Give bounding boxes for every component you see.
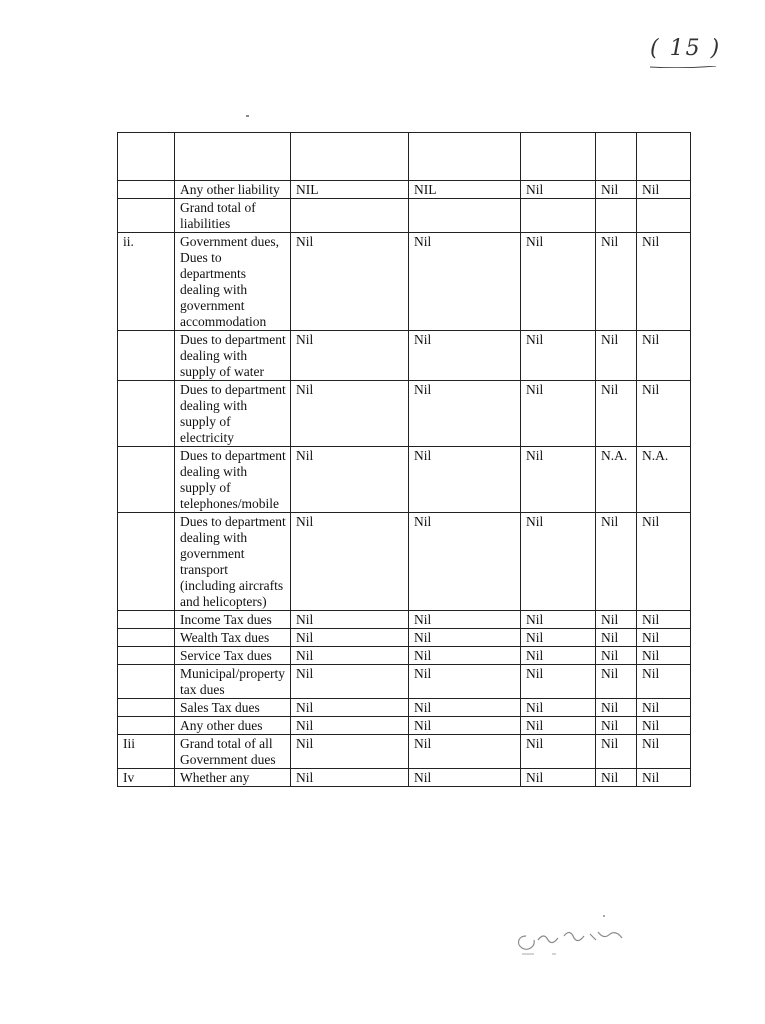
table-row bbox=[118, 181, 691, 199]
table-cell-c1: Nil bbox=[291, 611, 409, 629]
table-row bbox=[118, 447, 691, 513]
table-cell-c4: Nil bbox=[596, 735, 637, 769]
table-cell-c4: Nil bbox=[596, 331, 637, 381]
table-cell-c3: Nil bbox=[521, 647, 596, 665]
table-cell-c2: Nil bbox=[409, 647, 521, 665]
table-cell-c2: Nil bbox=[409, 699, 521, 717]
table-cell-c1 bbox=[291, 199, 409, 233]
table-cell-c5: Nil bbox=[637, 769, 691, 787]
table-cell-c3: Nil bbox=[521, 611, 596, 629]
table-cell-item: Grand total of all Government dues bbox=[175, 735, 291, 769]
table-cell-no bbox=[118, 647, 175, 665]
table-cell-item: Dues to department dealing with supply of electricity bbox=[175, 381, 291, 447]
table-cell-c1: Nil bbox=[291, 447, 409, 513]
table-cell-c1: Nil bbox=[291, 381, 409, 447]
table-cell-no: Iii bbox=[118, 735, 175, 769]
table-row bbox=[118, 665, 691, 699]
table-cell-c4: Nil bbox=[596, 699, 637, 717]
table-cell-c3: Nil bbox=[521, 447, 596, 513]
table-row bbox=[118, 629, 691, 647]
table-cell-item: Grand total of liabilities bbox=[175, 199, 291, 233]
table-cell-c5: Nil bbox=[637, 629, 691, 647]
table-cell-c3: Nil bbox=[521, 513, 596, 611]
table-cell-c2: NIL bbox=[409, 181, 521, 199]
page-number-underline bbox=[648, 66, 718, 68]
table-cell-c5 bbox=[637, 199, 691, 233]
table-cell-c2: Nil bbox=[409, 735, 521, 769]
table-cell-item: Government dues, Dues to departments dealing with government accommodation bbox=[175, 233, 291, 331]
table-cell-c4 bbox=[596, 133, 637, 181]
table-cell-no bbox=[118, 133, 175, 181]
table-cell-c3: Nil bbox=[521, 769, 596, 787]
table-cell-c4: Nil bbox=[596, 665, 637, 699]
table-cell-c3: Nil bbox=[521, 665, 596, 699]
table-cell-c5: Nil bbox=[637, 611, 691, 629]
table-cell-c5: N.A. bbox=[637, 447, 691, 513]
table-row bbox=[118, 513, 691, 611]
table-cell-c3: Nil bbox=[521, 331, 596, 381]
table-cell-no bbox=[118, 717, 175, 735]
table-cell-c1: Nil bbox=[291, 735, 409, 769]
table-row bbox=[118, 381, 691, 447]
table-cell-c4: Nil bbox=[596, 233, 637, 331]
table-cell-c1 bbox=[291, 133, 409, 181]
table-row bbox=[118, 647, 691, 665]
table-cell-c4: Nil bbox=[596, 717, 637, 735]
table-cell-no bbox=[118, 611, 175, 629]
table-cell-c4: Nil bbox=[596, 381, 637, 447]
table-cell-c3 bbox=[521, 199, 596, 233]
table-cell-c1: NIL bbox=[291, 181, 409, 199]
table-cell-item: Sales Tax dues bbox=[175, 699, 291, 717]
table-cell-c3 bbox=[521, 133, 596, 181]
table-cell-c2 bbox=[409, 199, 521, 233]
table-row bbox=[118, 699, 691, 717]
table-cell-c2: Nil bbox=[409, 717, 521, 735]
signature bbox=[512, 910, 642, 960]
table-cell-no bbox=[118, 665, 175, 699]
table-cell-c4: Nil bbox=[596, 629, 637, 647]
table-cell-c5: Nil bbox=[637, 181, 691, 199]
table-cell-c1: Nil bbox=[291, 513, 409, 611]
table-cell-c2: Nil bbox=[409, 381, 521, 447]
table-cell-item: Dues to department dealing with supply of telephones/mobile bbox=[175, 447, 291, 513]
table-row bbox=[118, 331, 691, 381]
table-cell-c5: Nil bbox=[637, 513, 691, 611]
table-cell-c1: Nil bbox=[291, 665, 409, 699]
table-row bbox=[118, 199, 691, 233]
table-cell-c3: Nil bbox=[521, 233, 596, 331]
table-cell-c3: Nil bbox=[521, 699, 596, 717]
table-cell-no bbox=[118, 699, 175, 717]
table-cell-c5: Nil bbox=[637, 735, 691, 769]
table-cell-c5 bbox=[637, 133, 691, 181]
table-cell-item: Wealth Tax dues bbox=[175, 629, 291, 647]
table-cell-c5: Nil bbox=[637, 717, 691, 735]
table-cell-c2: Nil bbox=[409, 233, 521, 331]
table-cell-no bbox=[118, 199, 175, 233]
table-cell-c3: Nil bbox=[521, 735, 596, 769]
table-cell-c1: Nil bbox=[291, 331, 409, 381]
table-cell-c2: Nil bbox=[409, 665, 521, 699]
table-cell-c3: Nil bbox=[521, 181, 596, 199]
table-cell-no bbox=[118, 629, 175, 647]
table-row bbox=[118, 735, 691, 769]
table-cell-c5: Nil bbox=[637, 647, 691, 665]
table-cell-item: Whether any bbox=[175, 769, 291, 787]
table-cell-c3: Nil bbox=[521, 717, 596, 735]
table-cell-c1: Nil bbox=[291, 233, 409, 331]
table-cell-c5: Nil bbox=[637, 381, 691, 447]
table-cell-c1: Nil bbox=[291, 769, 409, 787]
table-cell-no bbox=[118, 381, 175, 447]
table-cell-no bbox=[118, 513, 175, 611]
table-cell-item: Dues to department dealing with supply of water bbox=[175, 331, 291, 381]
table-cell-c4: Nil bbox=[596, 647, 637, 665]
table-cell-no: Iv bbox=[118, 769, 175, 787]
table-cell-item: Dues to department dealing with government transport (including aircrafts and helicopters) bbox=[175, 513, 291, 611]
table-cell-c4: N.A. bbox=[596, 447, 637, 513]
table-row bbox=[118, 717, 691, 735]
table-cell-c5: Nil bbox=[637, 665, 691, 699]
table-cell-c1: Nil bbox=[291, 699, 409, 717]
table-row bbox=[118, 769, 691, 787]
table-cell-no: ii. bbox=[118, 233, 175, 331]
table-cell-c1: Nil bbox=[291, 629, 409, 647]
page-number: ( 15 ) bbox=[650, 36, 722, 61]
table-cell-c4 bbox=[596, 199, 637, 233]
liabilities-table bbox=[117, 132, 691, 787]
stray-mark bbox=[246, 115, 249, 117]
table-cell-c3: Nil bbox=[521, 381, 596, 447]
table-cell-no bbox=[118, 447, 175, 513]
table-row bbox=[118, 611, 691, 629]
table-cell-c2: Nil bbox=[409, 447, 521, 513]
table-cell-c4: Nil bbox=[596, 181, 637, 199]
table-cell-item: Any other liability bbox=[175, 181, 291, 199]
table-cell-c3: Nil bbox=[521, 629, 596, 647]
table-header-row bbox=[118, 133, 691, 181]
table-cell-item: Any other dues bbox=[175, 717, 291, 735]
table-cell-c5: Nil bbox=[637, 331, 691, 381]
table-cell-c4: Nil bbox=[596, 513, 637, 611]
table-cell-c2 bbox=[409, 133, 521, 181]
table-cell-c5: Nil bbox=[637, 699, 691, 717]
table-cell-no bbox=[118, 331, 175, 381]
table-cell-c1: Nil bbox=[291, 647, 409, 665]
table-cell-no bbox=[118, 181, 175, 199]
table-cell-c2: Nil bbox=[409, 513, 521, 611]
table-cell-item: Income Tax dues bbox=[175, 611, 291, 629]
table-cell-c1: Nil bbox=[291, 717, 409, 735]
table-cell-c2: Nil bbox=[409, 769, 521, 787]
table-cell-c2: Nil bbox=[409, 629, 521, 647]
table-cell-c4: Nil bbox=[596, 611, 637, 629]
table-row bbox=[118, 233, 691, 331]
table-cell-c2: Nil bbox=[409, 331, 521, 381]
table-cell-item: Municipal/property tax dues bbox=[175, 665, 291, 699]
table-cell-item bbox=[175, 133, 291, 181]
table-cell-item: Service Tax dues bbox=[175, 647, 291, 665]
table-cell-c4: Nil bbox=[596, 769, 637, 787]
table-cell-c2: Nil bbox=[409, 611, 521, 629]
table-cell-c5: Nil bbox=[637, 233, 691, 331]
